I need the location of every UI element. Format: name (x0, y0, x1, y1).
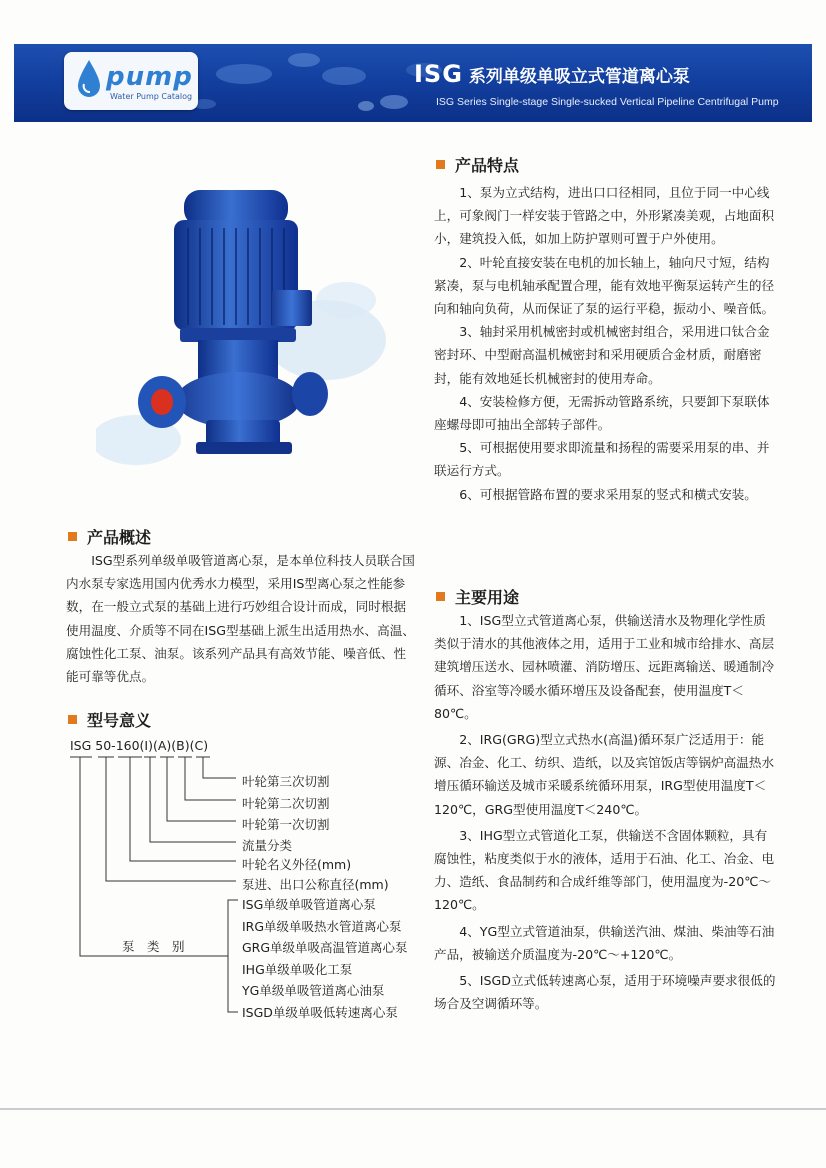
uses-list (434, 609, 778, 1015)
use-item-3: 3、IHG型立式管道化工泵，供输送不含固体颗粒，具有腐蚀性，粘度类似于水的液体，适用于石油、化工、冶金、电力、造纸、食品制药和合成纤维等部门，使用温度为-20℃～120℃。 (434, 827, 775, 913)
page-title (414, 60, 690, 88)
model-label-6: 泵进、出口公称直径(mm) (242, 877, 389, 892)
overview-text-block (66, 549, 416, 688)
model-heading-text: 型号意义 (87, 711, 152, 730)
bottom-divider (0, 1108, 826, 1110)
category-label: 泵 类 别 (122, 939, 185, 954)
use-item-5: 5、ISGD立式低转速离心泵，适用于环境噪声要求很低的场合及空调循环等。 (434, 973, 776, 1012)
features-list (434, 181, 778, 506)
feature-item-1: 1、泵为立式结构，进出口口径相同，且位于同一中心线上，可象阀门一样安装于管路之中，外形紧凑美观，占地面积小，建筑投入低，如加上防护罩则可置于户外使用。 (434, 185, 775, 247)
brand-logo (64, 52, 198, 110)
title-isg: ISG (414, 60, 463, 88)
heading-bullet (436, 160, 445, 169)
category-item-2: IRG单级单吸热水管道离心泵 (242, 919, 402, 934)
category-item-4: IHG单级单吸化工泵 (242, 962, 353, 977)
feature-item-3: 3、轴封采用机械密封或机械密封组合，采用进口钛合金密封环、中型耐高温机械密封和采用硬质合金材质，耐磨密封，能有效地延长机械密封的使用寿命。 (434, 324, 770, 386)
pump-illustration (96, 180, 386, 480)
use-item-1: 1、ISG型立式管道离心泵，供输送清水及物理化学性质类似于清水的其他液体之用，适用于工业和城市给排水、高层建筑增压送水、园林喷灌、消防增压、远距离输送、暖通制冷循环、浴室等冷暖水循环增压及设备配套，使用温度T＜80℃。 (434, 613, 775, 721)
model-label-2: 叶轮第二次切割 (242, 796, 330, 811)
feature-item-4: 4、安装检修方便，无需拆动管路系统，只要卸下泵联体座螺母即可抽出全部转子部件。 (434, 393, 770, 433)
category-item-3: GRG单级单吸高温管道离心泵 (242, 940, 408, 955)
use-item-4: 4、YG型立式管道油泵，供输送汽油、煤油、柴油等石油产品，被输送介质温度为-20℃～+120℃。 (434, 923, 775, 962)
heading-bullet (436, 592, 445, 601)
logo-word: pump (106, 62, 193, 92)
model-label-1: 叶轮第三次切割 (242, 774, 330, 789)
feature-item-6: 6、可根据管路布置的要求采用泵的竖式和横式安装。 (459, 486, 757, 502)
features-heading-text: 产品特点 (455, 156, 520, 175)
heading-bullet (68, 532, 77, 541)
page-subtitle-en: ISG Series Single-stage Single-sucked Vertical Pipeline Centrifugal Pump (436, 96, 779, 108)
model-label-3: 叶轮第一次切割 (242, 817, 330, 832)
category-item-5: YG单级单吸管道离心油泵 (242, 983, 385, 998)
feature-item-5: 5、可根据使用要求即流量和扬程的需要采用泵的串、并联运行方式。 (434, 440, 770, 479)
water-drop-icon (76, 58, 102, 98)
model-code: ISG 50-160(I)(A)(B)(C) (70, 738, 209, 753)
model-heading (68, 708, 151, 731)
use-item-2: 2、IRG(GRG)型立式热水(高温)循环泵广泛适用于：能源、冶金、化工、纺织、造纸，以及宾馆饭店等锅炉高温热水增压循环输送及城市采暖系统循环用泵，IRG型使用温度T＜120℃，GRG型使用温度T＜240℃。 (434, 732, 775, 817)
title-cn-text: 系列单级单吸立式管道离心泵 (468, 67, 690, 87)
category-item-1: ISG单级单吸管道离心泵 (242, 897, 376, 912)
features-heading (436, 153, 519, 176)
model-label-5: 叶轮名义外径(mm) (242, 857, 352, 872)
logo-subtext: Water Pump Catalog (110, 92, 193, 101)
overview-heading (68, 525, 151, 548)
model-label-4: 流量分类 (242, 838, 293, 853)
overview-text: ISG型系列单级单吸管道离心泵，是本单位科技人员联合国内水泵专家选用国内优秀水力模型，采用IS型离心泵之性能参数，在一般立式泵的基础上进行巧妙组合设计而成，同时根据使用温度、介质等不同在ISG型基础上派生出适用热水、高温、腐蚀性化工泵、油泵。该系列产品具有高效节能、噪音低、性能可靠等优点。 (66, 553, 415, 685)
uses-heading-text: 主要用途 (455, 588, 520, 607)
uses-heading (436, 585, 519, 608)
overview-heading-text: 产品概述 (87, 528, 152, 547)
heading-bullet (68, 715, 77, 724)
feature-item-2: 2、叶轮直接安装在电机的加长轴上，轴向尺寸短，结构紧凑，泵与电机轴承配置合理，能有效地平衡泵运转产生的径向和轴向负荷，从而保证了泵的运行平稳，振动小、噪音低。 (434, 254, 775, 317)
category-item-6: ISGD单级单吸低转速离心泵 (242, 1005, 398, 1020)
